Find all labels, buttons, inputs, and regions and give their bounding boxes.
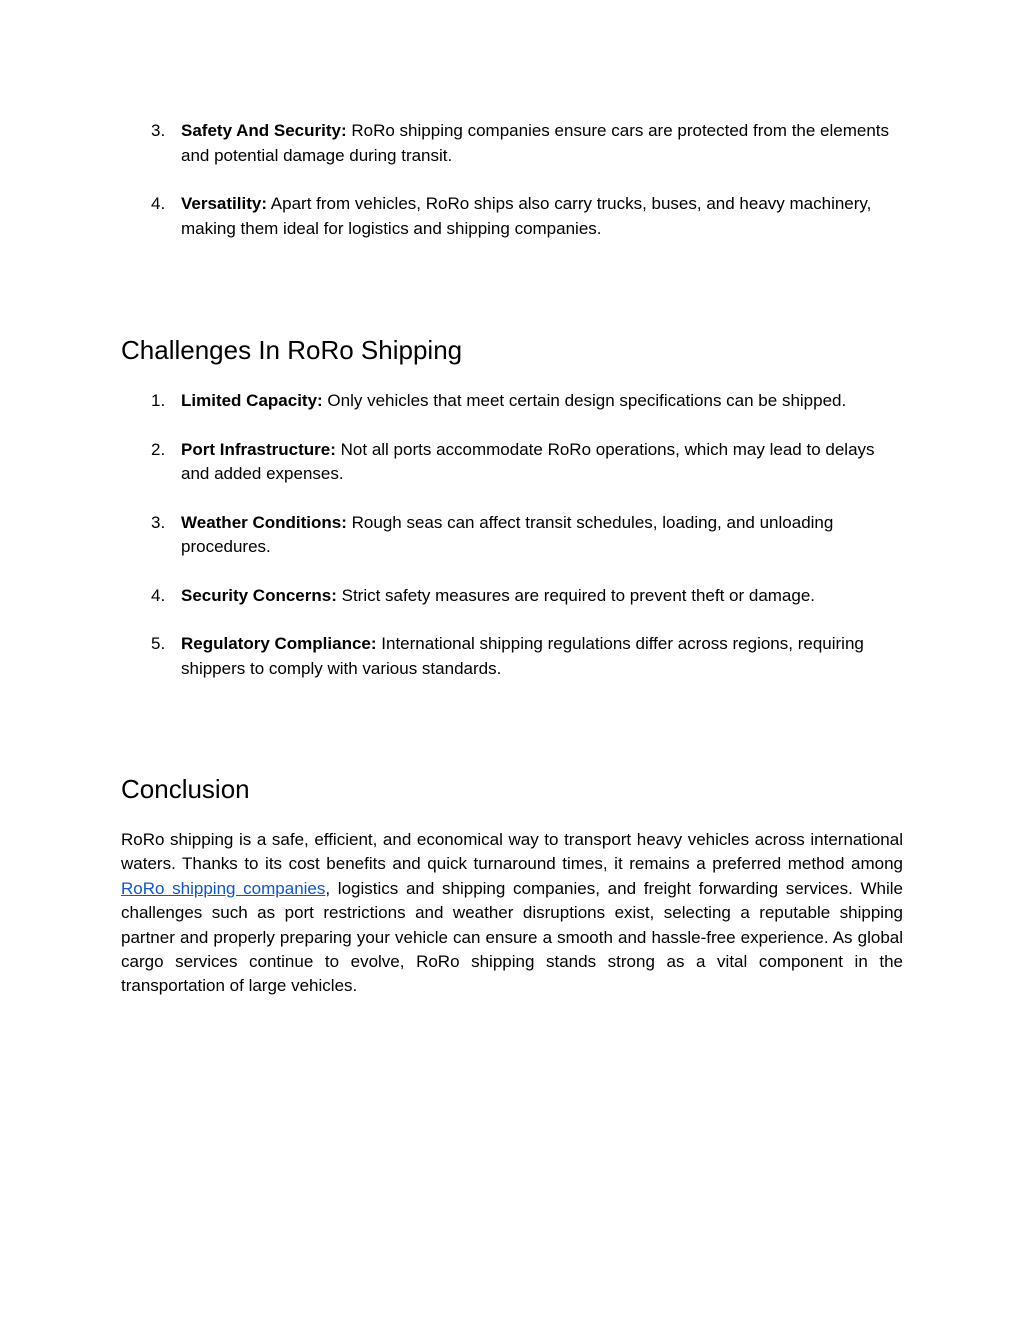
list-item-term: Safety And Security: [181,121,347,140]
challenges-list [121,389,903,705]
roro-shipping-companies-link[interactable]: RoRo shipping companies [121,878,326,898]
conclusion-text-before: RoRo shipping is a safe, efficient, and economical way to transport heavy vehicles across international waters. Thanks to its cost benefits and quick turnaround times, it remains a preferred method among [121,830,903,874]
list-item-text: Strict safety measures are required to prevent theft or damage. [336,585,816,605]
list-item-weather-conditions [121,511,903,560]
conclusion-text-after: , logistics and shipping companies, and freight forwarding services. While challenges such as port restrictions and weather disruptions exist, selecting a reputable shipping partner and properly preparing your vehicle can ensure a smooth and hassle-free experience. As global cargo services continue to evolve, RoRo shipping stands strong as a vital component in the transportation of large vehicles. [121,878,903,996]
list-item-number: 3. [151,121,166,140]
list-item-term: Port Infrastructure: [181,439,336,459]
list-item-regulatory-compliance [121,632,903,681]
conclusion-heading: Conclusion [121,774,250,804]
list-item-term: Regulatory Compliance: [181,634,377,653]
list-item-text: RoRo shipping companies ensure cars are protected from the elements and potential damage during transit. [181,121,890,165]
list-item-versatility [121,192,903,241]
list-item-number: 3. [151,512,166,532]
list-item-number: 4. [151,194,166,213]
list-item-text: International shipping regulations differ across regions, requiring shippers to comply with various standards. [181,634,864,678]
list-item-text: Not all ports accommodate RoRo operations, which may lead to delays and added expenses. [181,439,875,483]
list-item-security-concerns [121,584,903,609]
list-item-number: 5. [151,634,166,653]
list-item-limited-capacity [121,389,903,414]
list-item-number: 2. [151,439,166,459]
list-item-term: Weather Conditions: [181,512,347,532]
list-item-term: Limited Capacity: [181,391,323,410]
benefits-list-continued [121,119,903,265]
list-item-port-infrastructure [121,438,903,487]
list-item-number: 1. [151,391,166,410]
list-item-text: Apart from vehicles, RoRo ships also carry trucks, buses, and heavy machinery, making them ideal for logistics and shipping companies. [181,194,872,238]
challenges-heading: Challenges In RoRo Shipping [121,335,463,365]
conclusion-paragraph [121,828,903,999]
list-item-safety-and-security [121,119,903,168]
list-item-text: Only vehicles that meet certain design specifications can be shipped. [322,391,847,410]
list-item-term: Security Concerns: [181,585,337,605]
list-item-text: Rough seas can affect transit schedules, loading, and unloading procedures. [181,512,834,556]
list-item-number: 4. [151,585,166,605]
list-item-term: Versatility: [181,194,267,213]
